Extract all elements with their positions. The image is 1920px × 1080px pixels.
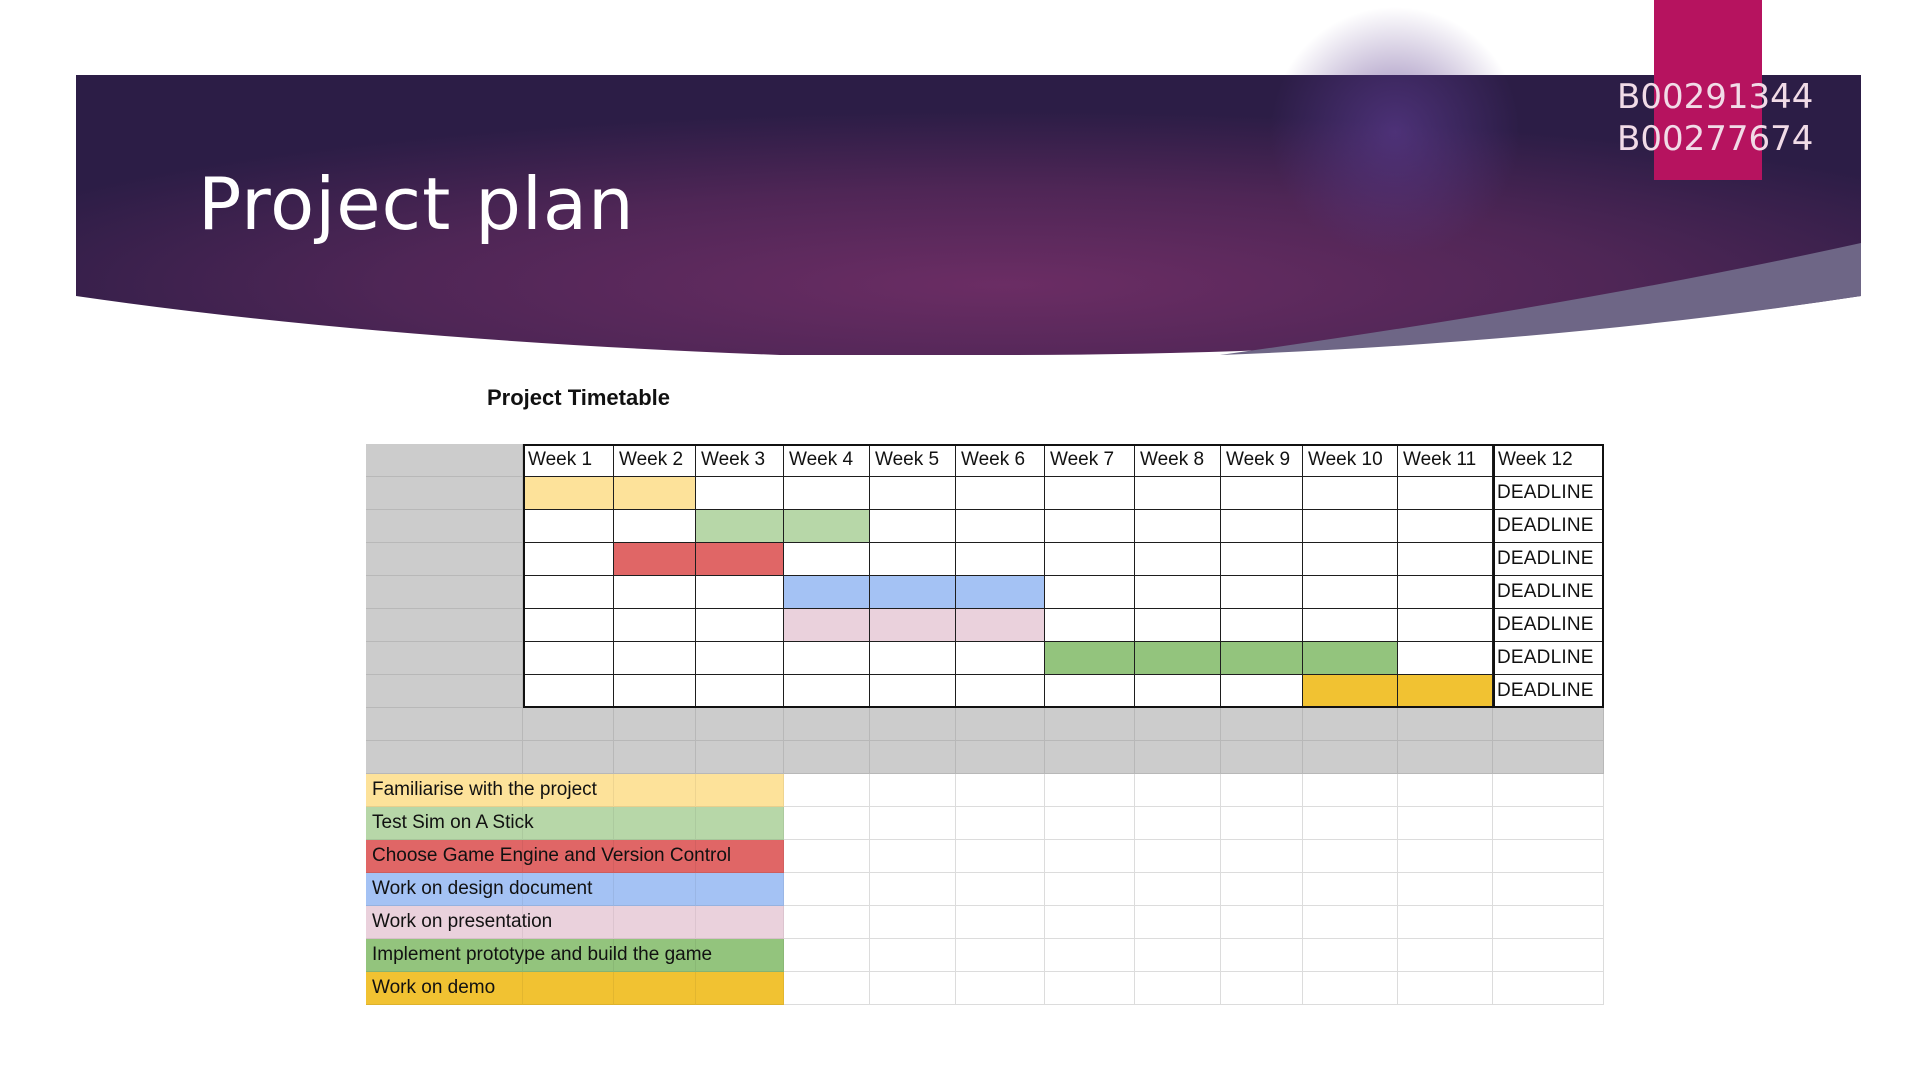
week-label: Week 1	[528, 449, 593, 470]
deadline-cell	[1493, 642, 1604, 675]
grid-cell	[870, 906, 956, 939]
timetable-title: Project Timetable	[487, 385, 670, 410]
spacer-cell	[696, 741, 784, 774]
grid-cell	[1398, 642, 1493, 675]
week-header-cell	[1221, 444, 1303, 477]
week-label: Week 3	[701, 449, 766, 470]
spacer-cell	[1221, 741, 1303, 774]
legend-cell	[614, 906, 696, 939]
legend-cell	[614, 972, 696, 1005]
grid-cell	[614, 576, 696, 609]
spacer-cell	[1398, 708, 1493, 741]
grid-cell	[784, 972, 870, 1005]
grid-cell	[1398, 477, 1493, 510]
grid-cell	[696, 609, 784, 642]
grid-cell	[1493, 807, 1604, 840]
spacer-cell	[1493, 741, 1604, 774]
deadline-label: DEADLINE	[1497, 515, 1594, 536]
grid-cell	[784, 807, 870, 840]
grid-cell	[1303, 477, 1398, 510]
gantt-bar-cell	[523, 477, 614, 510]
spacer-cell	[1135, 708, 1221, 741]
legend-cell	[696, 807, 784, 840]
grid-cell	[870, 642, 956, 675]
grid-cell	[1303, 510, 1398, 543]
grid-cell	[956, 642, 1045, 675]
grid-cell	[1045, 510, 1135, 543]
student-id-2: B00277674	[1617, 119, 1814, 159]
grid-cell	[1221, 477, 1303, 510]
legend-label: Work on presentation	[372, 911, 553, 932]
legend-cell	[523, 972, 614, 1005]
legend-cell	[696, 873, 784, 906]
week-header-cell	[1045, 444, 1135, 477]
row-header-cell	[366, 444, 523, 477]
grid-cell	[696, 576, 784, 609]
deadline-cell	[1493, 510, 1604, 543]
grid-cell	[1135, 774, 1221, 807]
legend-cell	[696, 972, 784, 1005]
grid-cell	[1135, 939, 1221, 972]
week-header-cell	[1398, 444, 1493, 477]
grid-cell	[1135, 972, 1221, 1005]
grid-cell	[1303, 609, 1398, 642]
week-label: Week 9	[1226, 449, 1291, 470]
legend-cell	[696, 774, 784, 807]
grid-cell	[1398, 510, 1493, 543]
spacer-cell	[366, 741, 523, 774]
spacer-cell	[614, 708, 696, 741]
grid-cell	[1303, 576, 1398, 609]
legend-label: Work on design document	[372, 878, 593, 899]
deadline-label: DEADLINE	[1497, 680, 1594, 701]
row-header-cell	[366, 642, 523, 675]
grid-cell	[1398, 576, 1493, 609]
grid-cell	[1045, 873, 1135, 906]
grid-cell	[1135, 510, 1221, 543]
grid-cell	[784, 774, 870, 807]
grid-cell	[1398, 543, 1493, 576]
grid-cell	[1303, 774, 1398, 807]
deadline-cell	[1493, 675, 1604, 708]
timetable-grid	[366, 444, 1604, 1004]
grid-cell	[614, 642, 696, 675]
week-label: Week 4	[789, 449, 854, 470]
grid-cell	[870, 807, 956, 840]
grid-cell	[1398, 939, 1493, 972]
grid-cell	[956, 906, 1045, 939]
spacer-cell	[523, 741, 614, 774]
row-header-cell	[366, 609, 523, 642]
week-label: Week 10	[1308, 449, 1383, 470]
row-header-cell	[366, 576, 523, 609]
grid-cell	[870, 543, 956, 576]
grid-cell	[1135, 477, 1221, 510]
grid-cell	[1045, 543, 1135, 576]
grid-cell	[784, 642, 870, 675]
grid-cell	[614, 609, 696, 642]
gantt-bar-cell	[1045, 642, 1135, 675]
grid-cell	[1303, 972, 1398, 1005]
grid-cell	[956, 675, 1045, 708]
week-label: Week 12	[1498, 449, 1573, 470]
grid-cell	[1221, 675, 1303, 708]
week-header-cell	[1303, 444, 1398, 477]
grid-cell	[870, 939, 956, 972]
grid-cell	[1398, 873, 1493, 906]
grid-cell	[523, 675, 614, 708]
week-label: Week 2	[619, 449, 684, 470]
grid-cell	[696, 675, 784, 708]
grid-cell	[956, 873, 1045, 906]
spacer-cell	[870, 708, 956, 741]
grid-cell	[523, 576, 614, 609]
legend-cell	[614, 807, 696, 840]
grid-cell	[1135, 807, 1221, 840]
grid-cell	[1045, 939, 1135, 972]
grid-cell	[614, 675, 696, 708]
gantt-bar-cell	[870, 609, 956, 642]
week-header-cell	[956, 444, 1045, 477]
week-header-cell	[1493, 444, 1604, 477]
grid-cell	[1398, 840, 1493, 873]
grid-cell	[1398, 972, 1493, 1005]
legend-cell	[614, 873, 696, 906]
legend-cell	[366, 807, 534, 840]
grid-cell	[784, 675, 870, 708]
legend-cell	[614, 774, 696, 807]
deadline-cell	[1493, 543, 1604, 576]
spacer-cell	[870, 741, 956, 774]
legend-label: Implement prototype and build the game	[372, 944, 713, 965]
spacer-cell	[956, 708, 1045, 741]
grid-cell	[1221, 906, 1303, 939]
gantt-bar-cell	[696, 510, 784, 543]
spacer-cell	[366, 708, 523, 741]
grid-cell	[956, 477, 1045, 510]
legend-cell	[366, 840, 732, 873]
gantt-bar-cell	[870, 576, 956, 609]
deadline-label: DEADLINE	[1497, 614, 1594, 635]
legend-cell	[366, 774, 597, 807]
grid-cell	[1221, 840, 1303, 873]
grid-cell	[614, 510, 696, 543]
grid-cell	[1135, 840, 1221, 873]
legend-cell	[696, 906, 784, 939]
legend-cell	[366, 873, 593, 906]
gantt-bar-cell	[614, 543, 696, 576]
grid-cell	[870, 477, 956, 510]
grid-cell	[870, 972, 956, 1005]
row-header-cell	[366, 675, 523, 708]
grid-cell	[1398, 609, 1493, 642]
legend-label: Work on demo	[372, 977, 496, 998]
gantt-bar-cell	[784, 609, 870, 642]
spacer-cell	[1045, 741, 1135, 774]
grid-cell	[1221, 543, 1303, 576]
grid-cell	[1303, 906, 1398, 939]
week-header-cell	[614, 444, 696, 477]
legend-cell	[366, 906, 553, 939]
grid-cell	[1045, 576, 1135, 609]
grid-cell	[1303, 543, 1398, 576]
grid-cell	[784, 477, 870, 510]
gantt-bar-cell	[614, 477, 696, 510]
grid-cell	[870, 840, 956, 873]
week-header-cell	[523, 444, 614, 477]
student-id-1: B00291344	[1617, 77, 1814, 117]
row-header-cell	[366, 510, 523, 543]
gantt-bar-cell	[1303, 642, 1398, 675]
week-header-cell	[696, 444, 784, 477]
grid-cell	[784, 873, 870, 906]
grid-cell	[1221, 774, 1303, 807]
grid-cell	[784, 543, 870, 576]
week-label: Week 5	[875, 449, 940, 470]
week-label: Week 11	[1403, 449, 1477, 470]
grid-cell	[1221, 939, 1303, 972]
gantt-bar-cell	[784, 510, 870, 543]
gantt-bar-cell	[1135, 642, 1221, 675]
grid-cell	[1045, 774, 1135, 807]
grid-cell	[1398, 807, 1493, 840]
week-label: Week 8	[1140, 449, 1205, 470]
grid-cell	[1135, 873, 1221, 906]
gantt-bar-cell	[1303, 675, 1398, 708]
grid-cell	[1135, 543, 1221, 576]
deadline-label: DEADLINE	[1497, 548, 1594, 569]
grid-cell	[1045, 840, 1135, 873]
grid-cell	[1045, 807, 1135, 840]
spacer-cell	[1135, 741, 1221, 774]
grid-cell	[696, 642, 784, 675]
spacer-cell	[1303, 741, 1398, 774]
grid-cell	[1135, 576, 1221, 609]
grid-cell	[1303, 873, 1398, 906]
grid-cell	[523, 510, 614, 543]
spacer-cell	[523, 708, 614, 741]
gantt-bar-cell	[696, 543, 784, 576]
grid-cell	[696, 477, 784, 510]
spacer-cell	[784, 708, 870, 741]
grid-cell	[1135, 675, 1221, 708]
row-header-cell	[366, 477, 523, 510]
deadline-cell	[1493, 609, 1604, 642]
grid-cell	[870, 774, 956, 807]
gantt-bar-cell	[956, 576, 1045, 609]
grid-cell	[956, 840, 1045, 873]
grid-cell	[1398, 774, 1493, 807]
grid-cell	[870, 873, 956, 906]
grid-cell	[1303, 939, 1398, 972]
grid-cell	[1493, 774, 1604, 807]
legend-cell	[523, 807, 614, 840]
gantt-bar-cell	[1398, 675, 1493, 708]
grid-cell	[870, 675, 956, 708]
grid-cell	[1221, 807, 1303, 840]
grid-cell	[1221, 873, 1303, 906]
legend-cell	[366, 972, 523, 1005]
grid-cell	[784, 939, 870, 972]
spacer-cell	[1493, 708, 1604, 741]
spacer-cell	[1303, 708, 1398, 741]
row-header-cell	[366, 543, 523, 576]
grid-cell	[1493, 906, 1604, 939]
spacer-cell	[614, 741, 696, 774]
week-header-cell	[870, 444, 956, 477]
grid-cell	[956, 807, 1045, 840]
legend-label: Test Sim on A Stick	[372, 812, 534, 833]
grid-cell	[523, 543, 614, 576]
grid-cell	[1221, 510, 1303, 543]
grid-cell	[1493, 939, 1604, 972]
legend-label: Choose Game Engine and Version Control	[372, 845, 732, 866]
gantt-bar-cell	[784, 576, 870, 609]
grid-cell	[1045, 609, 1135, 642]
week-label: Week 6	[961, 449, 1026, 470]
grid-cell	[870, 510, 956, 543]
spacer-cell	[1045, 708, 1135, 741]
grid-cell	[1303, 840, 1398, 873]
week-header-cell	[1135, 444, 1221, 477]
grid-cell	[956, 939, 1045, 972]
grid-cell	[1493, 873, 1604, 906]
grid-cell	[1221, 609, 1303, 642]
spacer-cell	[696, 708, 784, 741]
deadline-cell	[1493, 576, 1604, 609]
grid-cell	[1135, 906, 1221, 939]
gantt-bar-cell	[956, 609, 1045, 642]
deadline-label: DEADLINE	[1497, 482, 1594, 503]
grid-cell	[956, 774, 1045, 807]
spacer-cell	[1221, 708, 1303, 741]
grid-cell	[956, 972, 1045, 1005]
grid-cell	[523, 609, 614, 642]
grid-cell	[956, 510, 1045, 543]
week-label: Week 7	[1050, 449, 1115, 470]
deadline-label: DEADLINE	[1497, 581, 1594, 602]
grid-cell	[784, 840, 870, 873]
grid-cell	[1045, 906, 1135, 939]
legend-label: Familiarise with the project	[372, 779, 597, 800]
banner-glow	[1270, 7, 1520, 257]
grid-cell	[784, 906, 870, 939]
grid-cell	[523, 642, 614, 675]
gantt-bar-cell	[1221, 642, 1303, 675]
slide-title: Project plan	[198, 162, 635, 246]
deadline-label: DEADLINE	[1497, 647, 1594, 668]
grid-cell	[956, 543, 1045, 576]
grid-cell	[1045, 477, 1135, 510]
grid-cell	[1045, 972, 1135, 1005]
grid-cell	[1398, 906, 1493, 939]
grid-cell	[1493, 972, 1604, 1005]
legend-cell	[366, 939, 713, 972]
grid-cell	[1303, 807, 1398, 840]
grid-cell	[1135, 609, 1221, 642]
grid-cell	[1221, 972, 1303, 1005]
grid-cell	[1045, 675, 1135, 708]
week-header-cell	[784, 444, 870, 477]
grid-cell	[1221, 576, 1303, 609]
deadline-cell	[1493, 477, 1604, 510]
spacer-cell	[784, 741, 870, 774]
spacer-cell	[956, 741, 1045, 774]
grid-cell	[1493, 840, 1604, 873]
spacer-cell	[1398, 741, 1493, 774]
